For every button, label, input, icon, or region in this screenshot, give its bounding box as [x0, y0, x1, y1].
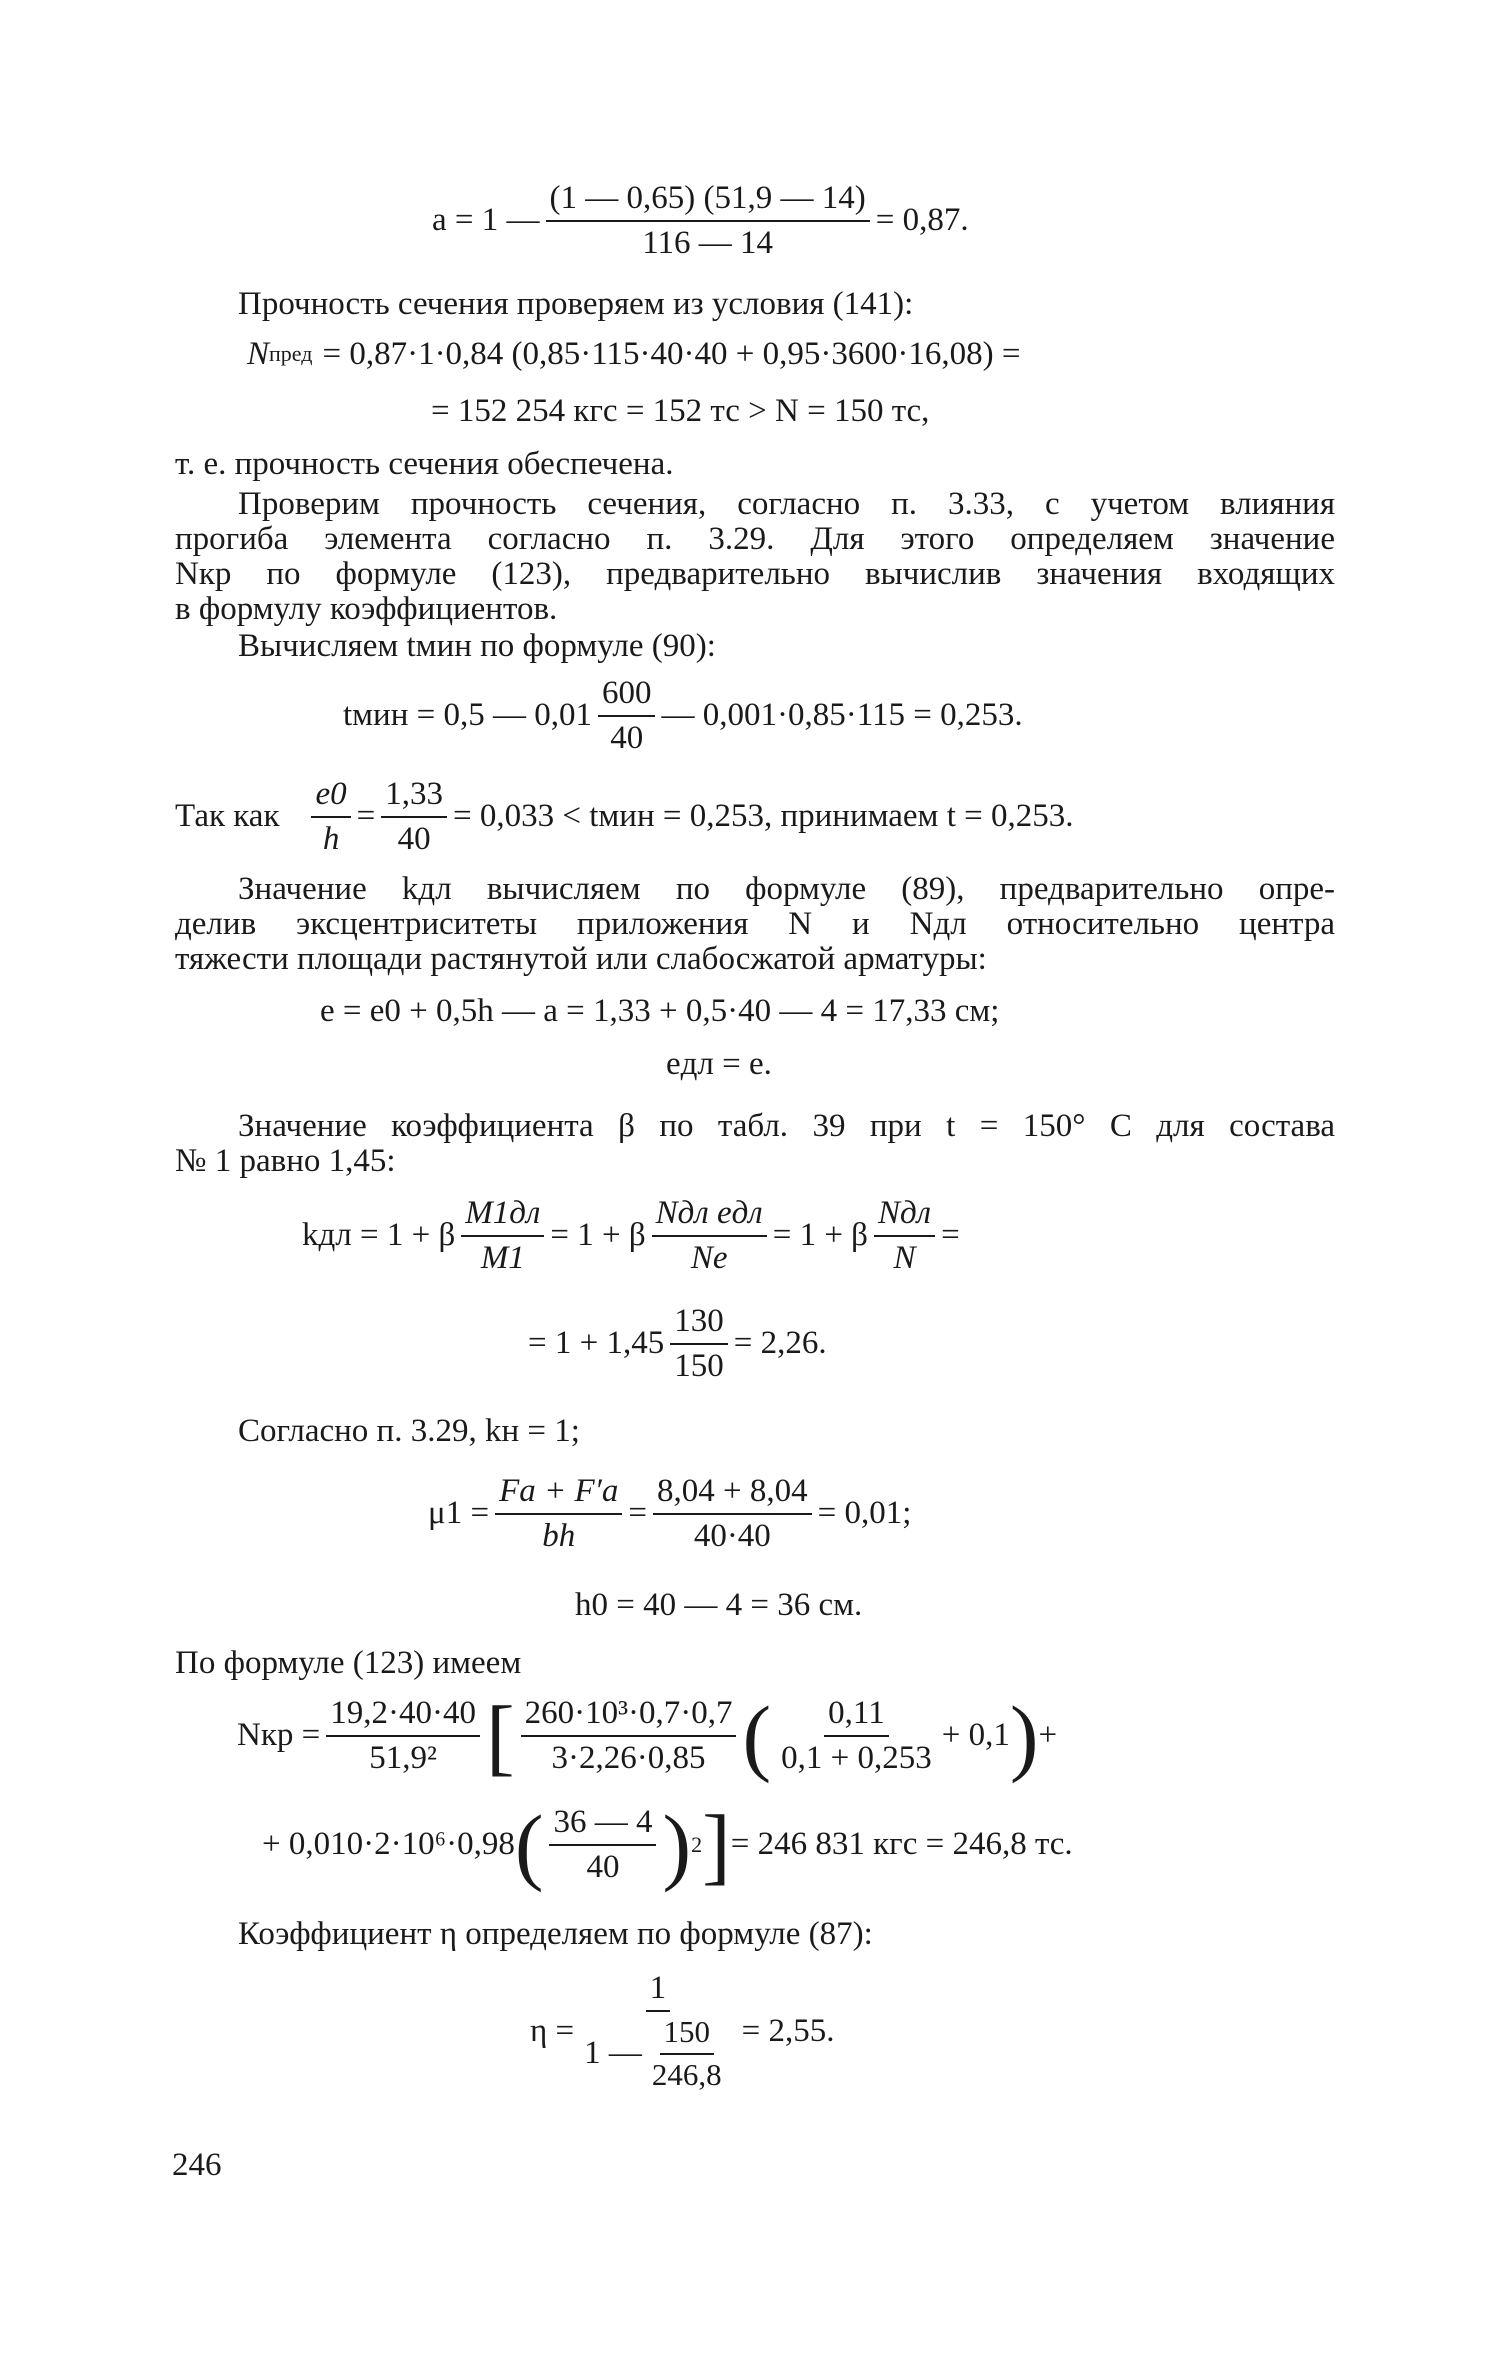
eq-a-numerator: (1 — 0,65) (51,9 — 14) [546, 180, 870, 222]
equation-a [432, 180, 969, 262]
equation-mu: μ1 = $\frac{Fa + F'a}{bh}$ = $\frac{8,04 + 8,04}{40\cdot 40}$ = 0,01; [428, 1473, 912, 1554]
paragraph-strength-ok: т. е. прочность сечения обеспечена. [175, 446, 674, 482]
equation-nkr-line1: Nкр = $\frac{19,2\cdot 40\cdot 40}{\text{51,9²}}$ [ $\frac{\text{260·10³·0,7·0,7}}{3\cdot 2,26\cdot 0,85}$ ( $\frac{0,11}{0,1 + 0,253}$ + 0,1 ) + [237, 1687, 1058, 1784]
paragraph-tmin: Вычисляем tмин по формуле (90): [238, 628, 716, 664]
equation-eta: η = 1 1 — $\frac{150}{246,8}$ = 2,55. [530, 1970, 835, 2092]
right-paren: ) [1009, 1687, 1039, 1784]
paragraph-kdl-line3: тяжести площади растянутой или слабосжатой арматуры: [175, 941, 987, 977]
left-paren-2: ( [514, 1796, 544, 1893]
equation-npred-line2: = 152 254 кгс = 152 тс > N = 150 тс, [431, 393, 930, 429]
paragraph-bending-line2: прогиба элемента согласно п. 3.29. Для этого определяем значение [175, 521, 1335, 557]
paragraph-bending-line4: в формулу коэффициентов. [175, 591, 558, 627]
paragraph-kdl-line2: делив эксцентриситеты приложения N и Nдл относительно центра [175, 906, 1335, 942]
equation-eccentricity-ratio: Так как $\frac{e0}{h}$ = $\frac{1,33}{40}$ = 0,033 < tмин = 0,253, принимаем t = 0,253. [175, 776, 1074, 857]
paragraph-bending-line3: Nкр по формуле (123), предварительно вычислив значения входящих [175, 556, 1335, 592]
paragraph-beta-line2: № 1 равно 1,45: [175, 1143, 396, 1179]
paragraph-formula-123: По формуле (123) имеем [175, 1645, 522, 1681]
paragraph-bending-line1: Проверим прочность сечения, согласно п. 3.33, с учетом влияния [238, 486, 1335, 522]
equation-edl: eдл = e. [666, 1046, 772, 1082]
equation-tmin: tмин = 0,5 — 0,01 $\frac{600}{40}$ — 0,001·0,85·115 = 0,253. [343, 675, 1023, 756]
right-bracket: ] [702, 1796, 731, 1893]
eq-a-denominator: 116 — 14 [642, 224, 774, 261]
equation-kdl-line2: = 1 + 1,45 $\frac{130}{150}$ = 2,26. [528, 1303, 827, 1384]
paragraph-kdl-line1: Значение kдл вычисляем по формуле (89), предварительно опре- [238, 871, 1335, 907]
equation-e: e = e0 + 0,5h — a = 1,33 + 0,5·40 — 4 = 17,33 см; [320, 993, 1000, 1029]
equation-nkr-line2: + 0,010·2·10⁶·0,98 ( $\frac{36 — 4}{40}$ ) 2 ] = 246 831 кгс = 246,8 тс. [262, 1796, 1073, 1893]
left-bracket: [ [485, 1687, 515, 1784]
left-paren: ( [742, 1687, 772, 1784]
paragraph-eta: Коэффициент η определяем по формуле (87): [238, 1916, 873, 1952]
eq-a-lhs: a = 1 — [432, 202, 540, 239]
equation-h0: h0 = 40 — 4 = 36 см. [575, 1587, 863, 1623]
right-paren-2: ) [662, 1796, 692, 1893]
paragraph-beta-line1: Значение коэффициента β по табл. 39 при t = 150° C для состава [238, 1108, 1335, 1144]
equation-npred-line1: N пред = 0,87·1·0,84 (0,85·115·40·40 + 0,95·3600·16,08) = [247, 336, 1021, 372]
equation-kdl-line1: kдл = 1 + β $\frac{M1дл}{M1}$ = 1 + β $\frac{\text{Nдл eдл}}{Ne}$ = 1 + β $\frac{\text{Nдл}}{N}$ = [302, 1195, 960, 1276]
eq-a-rhs: = 0,87. [875, 202, 969, 239]
page-number: 246 [172, 2147, 222, 2183]
paragraph-kn: Согласно п. 3.29, kн = 1; [238, 1413, 580, 1449]
paragraph-strength-check: Прочность сечения проверяем из условия (141): [238, 286, 914, 322]
